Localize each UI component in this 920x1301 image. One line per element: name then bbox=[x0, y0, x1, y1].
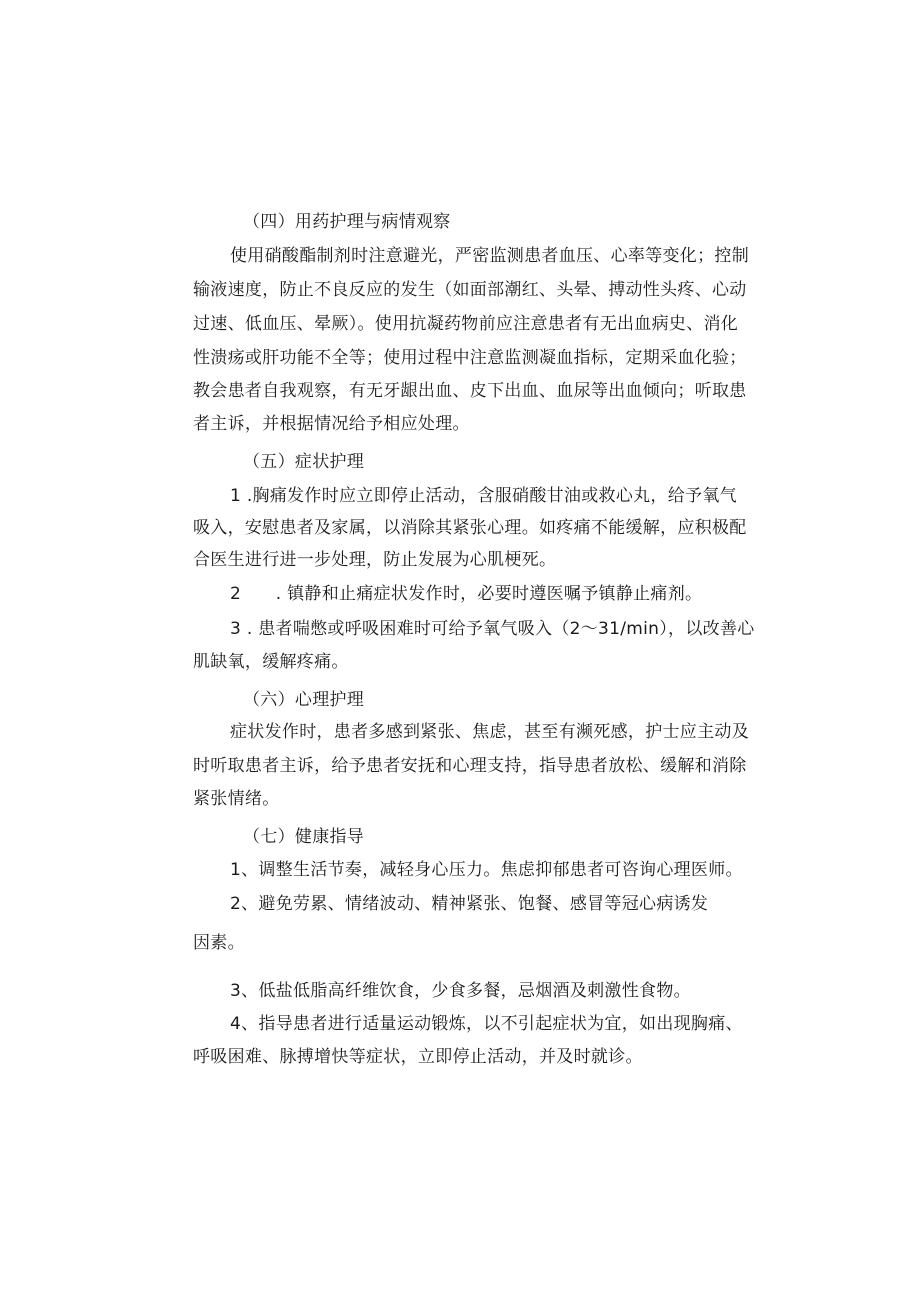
list-item-line: 3、低盐低脂高纤维饮食，少食多餐，忌烟酒及刺激性食物。 bbox=[230, 981, 691, 1001]
section-heading-4: （四）用药护理与病情观察 bbox=[243, 212, 451, 232]
paragraph-line: 紧张情绪。 bbox=[193, 789, 280, 809]
section-heading-6: （六）心理护理 bbox=[243, 690, 365, 710]
paragraph-line: 过速、低血压、晕厥）。使用抗凝药物前应注意患者有无出血病史、消化 bbox=[193, 314, 739, 334]
paragraph-line: 吸入，安慰患者及家属，以消除其紧张心理。如疼痛不能缓解，应积极配 bbox=[193, 518, 747, 538]
paragraph-line: 肌缺氧，缓解疼痛。 bbox=[193, 652, 349, 672]
section-heading-5: （五）症状护理 bbox=[243, 452, 365, 472]
paragraph-line: 因素。 bbox=[193, 933, 245, 953]
paragraph-line: 教会患者自我观察，有无牙龈出血、皮下出血、血尿等出血倾向；听取患 bbox=[193, 381, 747, 401]
list-item-line: 2、避免劳累、情绪波动、精神紧张、饱餐、感冒等冠心病诱发 bbox=[230, 894, 709, 914]
paragraph-line: 者主诉，并根据情况给予相应处理。 bbox=[193, 414, 470, 434]
paragraph-line: 使用硝酸酯制剂时注意避光，严密监测患者血压、心率等变化；控制 bbox=[230, 246, 749, 266]
list-item-line: 4、指导患者进行适量运动锻炼，以不引起症状为宜，如出现胸痛、 bbox=[230, 1014, 743, 1034]
paragraph-line: 输液速度，防止不良反应的发生（如面部潮红、头晕、搏动性头疼、心动 bbox=[193, 280, 747, 300]
list-item-line: 1 .胸痛发作时应立即停止活动，含服硝酸甘油或救心丸，给予氧气 bbox=[230, 486, 737, 506]
list-item-line: 2 . 镇静和止痛症状发作时，必要时遵医嘱予镇静止痛剂。 bbox=[230, 584, 703, 604]
paragraph-line: 呼吸困难、脉搏增快等症状，立即停止活动，并及时就诊。 bbox=[193, 1047, 643, 1067]
paragraph-line: 时听取患者主诉，给予患者安抚和心理支持，指导患者放松、缓解和消除 bbox=[193, 756, 747, 776]
list-item-line: 1、调整生活节奏，减轻身心压力。焦虑抑郁患者可咨询心理医师。 bbox=[230, 860, 743, 880]
list-item-line: 3 . 患者喘憋或呼吸困难时可给予氧气吸入（2～31/min），以改善心 bbox=[230, 619, 755, 639]
section-heading-7: （七）健康指导 bbox=[243, 827, 365, 847]
paragraph-line: 性溃疡或肝功能不全等；使用过程中注意监测凝血指标，定期采血化验； bbox=[193, 348, 747, 368]
paragraph-line: 合医生进行进一步处理，防止发展为心肌梗死。 bbox=[193, 550, 557, 570]
paragraph-line: 症状发作时，患者多感到紧张、焦虑，甚至有濒死感，护士应主动及 bbox=[230, 722, 749, 742]
